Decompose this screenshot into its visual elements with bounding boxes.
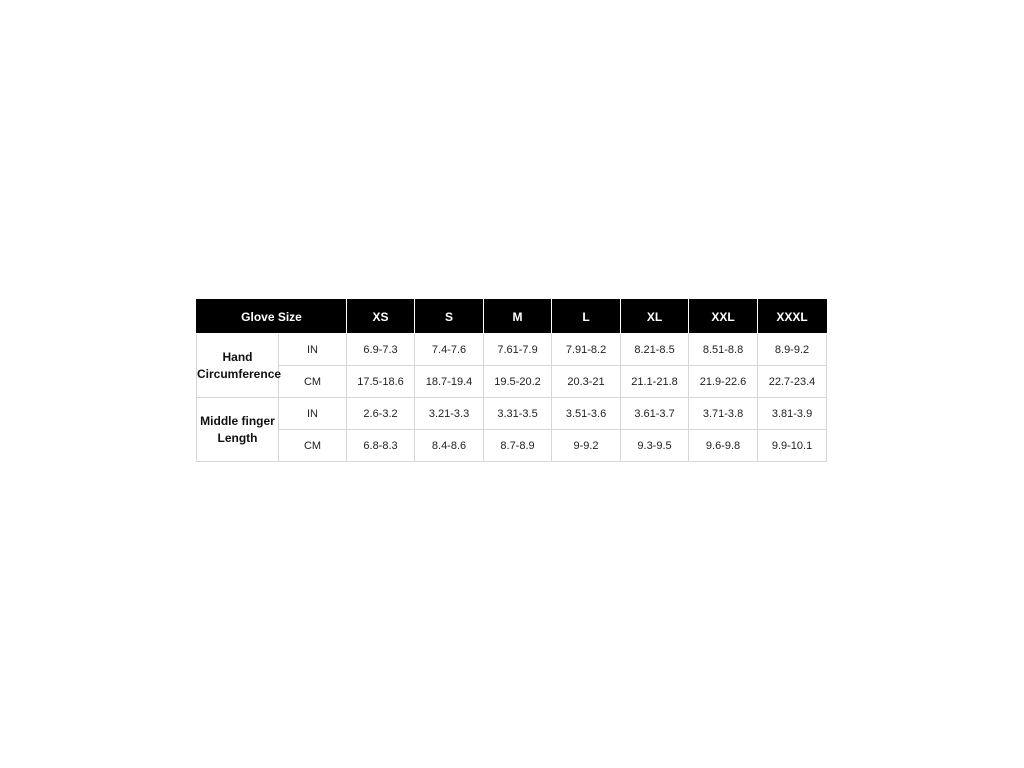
table-cell: 17.5-18.6: [347, 366, 415, 398]
table-cell: 8.51-8.8: [689, 334, 758, 366]
unit-label: CM: [279, 366, 347, 398]
table-cell: 2.6-3.2: [347, 398, 415, 430]
table-cell: 3.81-3.9: [758, 398, 827, 430]
header-size-xs: XS: [347, 300, 415, 334]
table-cell: 9.3-9.5: [621, 430, 689, 462]
table-cell: 9.9-10.1: [758, 430, 827, 462]
table-cell: 9-9.2: [552, 430, 621, 462]
header-size-l: L: [552, 300, 621, 334]
header-size-s: S: [415, 300, 484, 334]
table-row: [197, 366, 827, 398]
table-cell: 7.61-7.9: [484, 334, 552, 366]
table-cell: 6.9-7.3: [347, 334, 415, 366]
table-cell: 20.3-21: [552, 366, 621, 398]
table-cell: 3.71-3.8: [689, 398, 758, 430]
header-row: [197, 300, 827, 334]
table-cell: 3.31-3.5: [484, 398, 552, 430]
header-size-xl: XL: [621, 300, 689, 334]
table-cell: 3.51-3.6: [552, 398, 621, 430]
unit-label: IN: [279, 334, 347, 366]
table-cell: 22.7-23.4: [758, 366, 827, 398]
table-cell: 8.9-9.2: [758, 334, 827, 366]
table-cell: 8.21-8.5: [621, 334, 689, 366]
glove-size-chart: [196, 299, 827, 462]
measure-label-middle-finger-length: [197, 398, 279, 462]
table-row: [197, 430, 827, 462]
header-glove-size: Glove Size: [197, 300, 347, 334]
table-cell: 19.5-20.2: [484, 366, 552, 398]
header-size-xxxl: XXXL: [758, 300, 827, 334]
table-cell: 8.4-8.6: [415, 430, 484, 462]
table-cell: 21.9-22.6: [689, 366, 758, 398]
table-row: [197, 398, 827, 430]
table-cell: 3.61-3.7: [621, 398, 689, 430]
table-cell: 21.1-21.8: [621, 366, 689, 398]
table-cell: 9.6-9.8: [689, 430, 758, 462]
header-size-m: M: [484, 300, 552, 334]
table-cell: 8.7-8.9: [484, 430, 552, 462]
unit-label: CM: [279, 430, 347, 462]
table-cell: 3.21-3.3: [415, 398, 484, 430]
measure-label-line: Length: [217, 430, 258, 445]
table-cell: 7.91-8.2: [552, 334, 621, 366]
header-size-xxl: XXL: [689, 300, 758, 334]
table-cell: 18.7-19.4: [415, 366, 484, 398]
table-cell: 7.4-7.6: [415, 334, 484, 366]
measure-label-line: Hand: [222, 349, 253, 364]
measure-label-line: Middle finger: [200, 413, 275, 428]
measure-label-hand-circumference: [197, 334, 282, 398]
table-row: [197, 334, 827, 366]
measure-label-line: Circumference: [197, 366, 282, 381]
table-cell: 6.8-8.3: [347, 430, 415, 462]
unit-label: IN: [279, 398, 347, 430]
